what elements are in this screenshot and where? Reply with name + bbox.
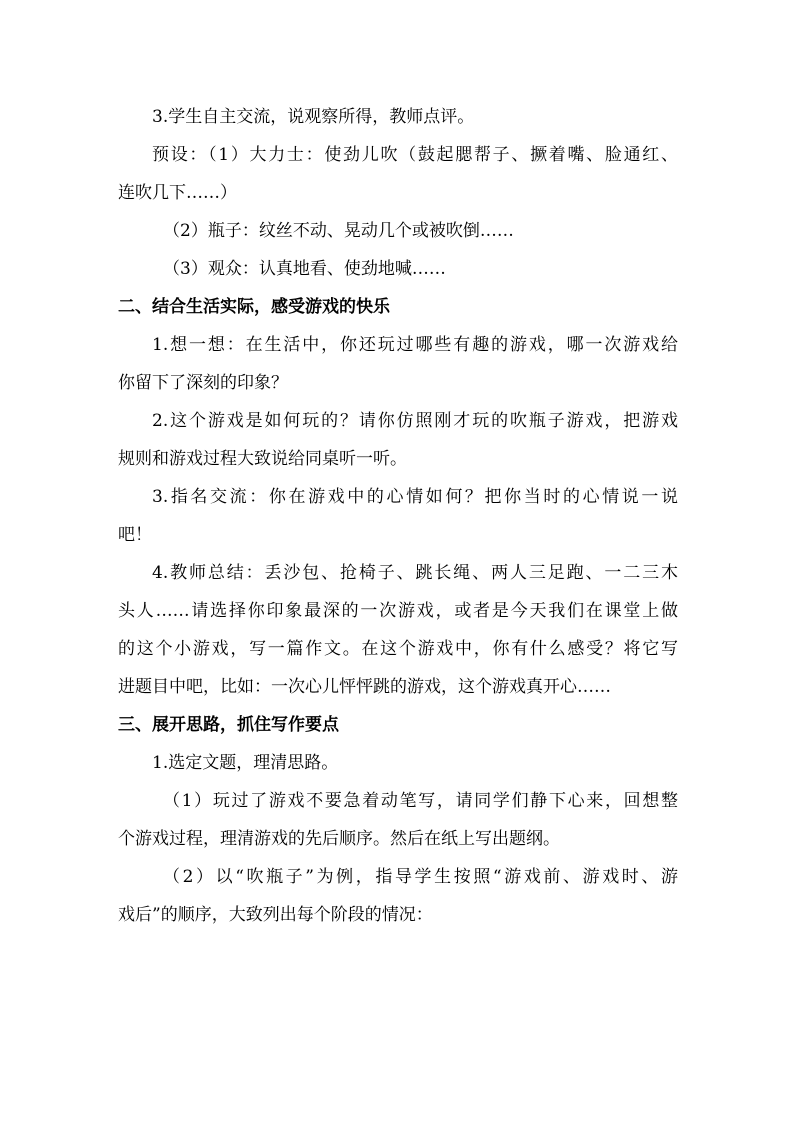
paragraph-line: 2.这个游戏是如何玩的？请你仿照刚才玩的吹瓶子游戏，把游戏 <box>152 411 678 431</box>
paragraph-line: 吧！ <box>118 525 152 545</box>
section-heading-2: 二、结合生活实际，感受游戏的快乐 <box>118 297 390 317</box>
paragraph-line: （2）瓶子：纹丝不动、晃动几个或被吹倒…… <box>163 221 514 241</box>
paragraph-line: 3.学生自主交流，说观察所得，教师点评。 <box>152 107 475 127</box>
paragraph-line: （1）玩过了游戏不要急着动笔写，请同学们静下心来，回想整 <box>163 791 678 811</box>
section-heading-3: 三、展开思路，抓住写作要点 <box>118 715 339 735</box>
paragraph-line: 个游戏过程，理清游戏的先后顺序。然后在纸上写出题纲。 <box>118 829 560 849</box>
paragraph-line: 预设：（1）大力士：使劲儿吹（鼓起腮帮子、撅着嘴、脸通红、 <box>152 145 678 165</box>
paragraph-line: 你留下了深刻的印象？ <box>118 373 288 393</box>
paragraph-line: 规则和游戏过程大致说给同桌听一听。 <box>118 449 407 469</box>
paragraph-line: 的这个小游戏，写一篇作文。在这个游戏中，你有什么感受？将它写 <box>118 639 678 659</box>
paragraph-line: 戏后”的顺序，大致列出每个阶段的情况： <box>118 905 433 925</box>
paragraph-line: 头人……请选择你印象最深的一次游戏，或者是今天我们在课堂上做 <box>118 601 678 621</box>
paragraph-line: （2）以“吹瓶子”为例，指导学生按照“游戏前、游戏时、游 <box>163 867 678 887</box>
paragraph-line: 4.教师总结：丢沙包、抢椅子、跳长绳、两人三足跑、一二三木 <box>152 563 678 583</box>
document-body <box>118 98 678 934</box>
paragraph-line: 1.想一想：在生活中，你还玩过哪些有趣的游戏，哪一次游戏给 <box>152 335 678 355</box>
paragraph-line: 3.指名交流：你在游戏中的心情如何？把你当时的心情说一说 <box>152 487 678 507</box>
paragraph-line: 连吹几下……） <box>118 183 237 203</box>
paragraph-line: 进题目中吧，比如：一次心儿怦怦跳的游戏，这个游戏真开心…… <box>118 677 611 697</box>
paragraph-line: （3）观众：认真地看、使劲地喊…… <box>163 259 446 279</box>
paragraph-line: 1.选定文题，理清思路。 <box>152 753 339 773</box>
